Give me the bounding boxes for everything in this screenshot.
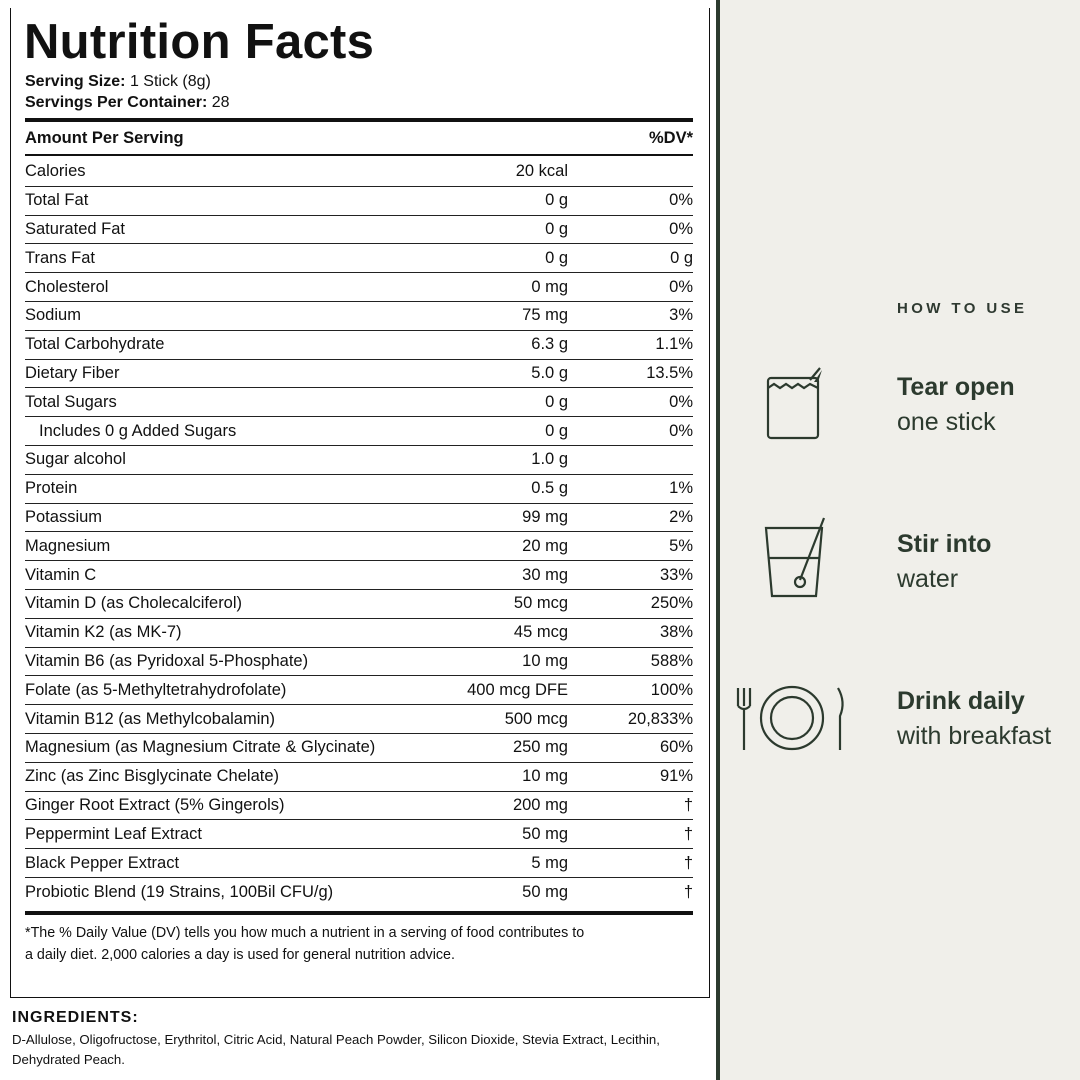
nutrient-daily-value: 60% [659,738,693,757]
nutrient-name: Black Pepper Extract [25,853,180,872]
nutrient-amount: 45 mcg [513,623,568,642]
nutrient-daily-value: 3% [669,306,693,325]
nutrient-daily-value: 38% [659,623,693,642]
nutrient-row [25,388,693,417]
nutrient-daily-value: † [683,824,693,843]
nutrient-daily-value: 13.5% [646,363,693,382]
nutrient-amount: 30 mg [522,565,568,584]
nutrient-name: Cholesterol [25,277,109,296]
step-tear-open [897,370,1015,440]
nutrient-row [25,763,693,792]
nutrient-amount: 75 mg [522,306,568,325]
nutrient-daily-value: 20,833% [627,709,693,728]
nutrient-amount: 0 g [545,191,568,210]
tear-packet-icon [760,362,830,444]
nutrient-name: Ginger Root Extract (5% Gingerols) [25,795,285,814]
nutrient-name: Vitamin C [25,565,97,584]
nutrient-amount: 50 mg [522,824,568,843]
nutrient-name: Vitamin B12 (as Methylcobalamin) [25,709,276,728]
nutrient-row [25,849,693,878]
header-divider [25,154,693,156]
nutrient-row [25,446,693,475]
nutrient-amount: 0 mg [531,277,568,296]
nutrient-amount: 0.5 g [531,479,568,498]
nutrient-daily-value: 1.1% [655,335,693,354]
nutrient-daily-value: † [683,882,693,901]
nutrient-daily-value: † [683,853,693,872]
nutrient-row [25,792,693,821]
serving-size-value: 1 Stick (8g) [129,73,211,90]
nutrient-name: Magnesium (as Magnesium Citrate & Glycinate) [25,738,376,757]
nutrient-row [25,187,693,216]
serving-size-label: Serving Size: [25,73,126,90]
nutrient-name: Protein [25,479,78,498]
nutrient-daily-value: 0 g [670,248,693,267]
nutrient-amount: 0 g [545,248,568,267]
nutrient-amount: 10 mg [522,651,568,670]
nutrient-name: Probiotic Blend (19 Strains, 100Bil CFU/g) [25,882,334,901]
step-3-line2: with breakfast [897,722,1052,750]
amount-per-serving-header [25,124,693,152]
plate-utensils-icon [734,682,854,754]
nutrient-name: Total Carbohydrate [25,335,165,354]
nutrient-row [25,302,693,331]
nutrient-row [25,504,693,533]
nutrient-row [25,705,693,734]
nutrient-amount: 250 mg [512,738,568,757]
nutrient-amount: 20 mg [522,536,568,555]
ingredients-title: INGREDIENTS: [12,1009,139,1026]
nutrient-name: Magnesium [25,536,111,555]
nutrient-amount: 0 g [545,392,568,411]
daily-value-footnote: *The % Daily Value (DV) tells you how much a nutrient in a serving of food contributes to a daily diet. 2,000 calories a day is used for general nutrition advice. [25,925,585,963]
nutrient-daily-value: 0% [669,277,693,296]
nutrient-amount: 5.0 g [531,363,568,382]
ingredients-list: D-Allulose, Oligofructose, Erythritol, Citric Acid, Natural Peach Powder, Silicon Dioxide, Stevia Extract, Lecithin, Dehydrated Peach. [12,1032,660,1067]
nutrient-row [25,331,693,360]
servings-per-container-label: Servings Per Container: [25,94,208,111]
nutrient-daily-value: 588% [650,651,693,670]
nutrient-name: Zinc (as Zinc Bisglycinate Chelate) [25,767,280,786]
how-to-use-title: HOW TO USE [897,300,1028,317]
nutrient-row [25,475,693,504]
nutrient-daily-value: 0% [669,421,693,440]
nutrient-name: Sodium [25,306,81,325]
nutrient-daily-value: 0% [669,191,693,210]
nutrient-name: Dietary Fiber [25,363,120,382]
nutrient-daily-value: 250% [650,594,693,613]
nutrient-amount: 0 g [545,219,568,238]
step-2-line2: water [897,565,959,593]
thick-divider-top [25,118,693,122]
nutrient-amount: 1.0 g [531,450,568,469]
nutrient-row [25,360,693,389]
nutrient-row [25,878,693,907]
nutrient-name: Total Fat [25,191,89,210]
nutrient-daily-value: 1% [669,479,693,498]
nutrient-row [25,590,693,619]
nutrient-row [25,417,693,446]
nutrient-amount: 400 mcg DFE [467,680,568,699]
servings-per-container-value: 28 [211,94,230,111]
step-drink-daily [897,684,1051,754]
nutrition-facts-title: Nutrition Facts [24,15,375,69]
nutrient-row [25,216,693,245]
daily-value-header: %DV* [648,128,693,147]
nutrient-amount: 99 mg [522,507,568,526]
step-2-line1: Stir into [897,530,992,558]
nutrient-name: Total Sugars [25,392,117,411]
nutrient-row [25,273,693,302]
nutrient-amount: 500 mcg [504,709,568,728]
step-1-line1: Tear open [897,373,1015,401]
step-1-line2: one stick [897,408,996,436]
nutrient-name: Includes 0 g Added Sugars [39,421,237,440]
serving-size [25,72,211,92]
nutrient-row [25,561,693,590]
nutrient-row [25,676,693,705]
nutrient-amount: 0 g [545,421,568,440]
nutrient-row [25,734,693,763]
nutrient-row [25,532,693,561]
thick-divider-bottom [25,911,693,915]
nutrient-row [25,244,693,273]
nutrient-name: Calories [25,162,86,181]
nutrient-name: Vitamin D (as Cholecalciferol) [25,594,243,613]
nutrient-name: Folate (as 5-Methyltetrahydrofolate) [25,680,287,699]
nutrient-amount: 50 mg [522,882,568,901]
nutrient-name: Sugar alcohol [25,450,126,469]
nutrient-name: Trans Fat [25,248,95,267]
nutrient-amount: 20 kcal [515,162,568,181]
nutrient-table [25,158,693,907]
nutrient-name: Vitamin K2 (as MK-7) [25,623,182,642]
nutrient-row [25,648,693,677]
nutrient-daily-value: 0% [669,392,693,411]
nutrient-daily-value: 100% [650,680,693,699]
nutrient-daily-value: 91% [659,767,693,786]
nutrient-amount: 50 mcg [513,594,568,613]
nutrient-name: Vitamin B6 (as Pyridoxal 5-Phosphate) [25,651,309,670]
nutrient-amount: 10 mg [522,767,568,786]
nutrient-daily-value: 5% [669,536,693,555]
glass-stir-icon [758,514,834,604]
nutrient-name: Peppermint Leaf Extract [25,824,203,843]
nutrient-name: Potassium [25,507,103,526]
servings-per-container [25,93,230,113]
step-3-line1: Drink daily [897,687,1025,715]
nutrient-row [25,619,693,648]
nutrient-daily-value: † [683,795,693,814]
nutrient-name: Saturated Fat [25,219,125,238]
nutrient-daily-value: 33% [659,565,693,584]
nutrient-daily-value: 2% [669,507,693,526]
nutrient-row [25,820,693,849]
nutrient-row [25,158,693,187]
nutrient-amount: 6.3 g [531,335,568,354]
step-stir-into-water [897,527,991,597]
amount-per-serving-label: Amount Per Serving [25,128,184,147]
nutrient-amount: 200 mg [512,795,568,814]
nutrient-amount: 5 mg [531,853,568,872]
nutrient-daily-value: 0% [669,219,693,238]
